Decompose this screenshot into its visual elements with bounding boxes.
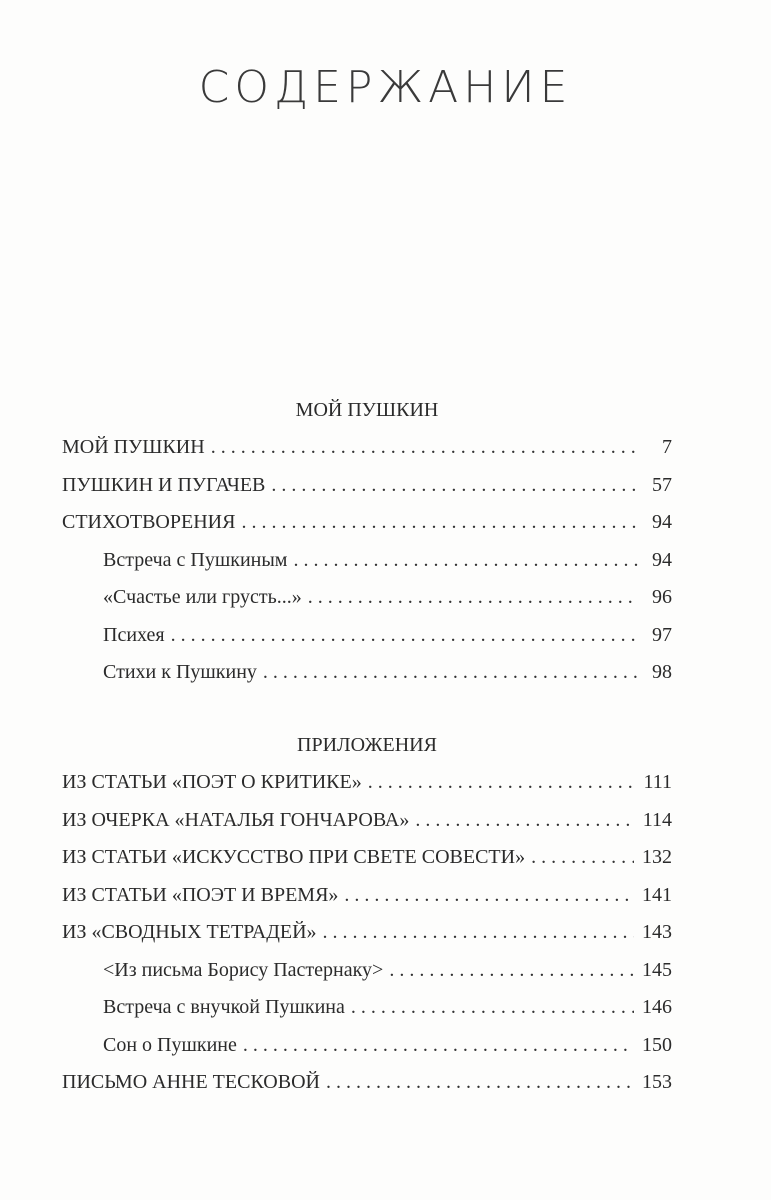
toc-subentry[interactable] (62, 542, 672, 580)
entry-label: «Счастье или грусть...» (103, 586, 302, 608)
entry-label: Стихи к Пушкину (103, 661, 257, 683)
entry-page: 150 (642, 1033, 672, 1056)
entry-page: 111 (643, 771, 672, 793)
toc-subentry[interactable] (62, 952, 672, 990)
entry-label: ПУШКИН И ПУГАЧЕВ (62, 473, 266, 496)
entry-label: Сон о Пушкине (103, 1033, 237, 1056)
toc-entry[interactable] (62, 504, 672, 542)
entry-label: Встреча с Пушкиным (103, 548, 288, 571)
toc-subentry[interactable] (62, 654, 672, 692)
entry-label: ИЗ «СВОДНЫХ ТЕТРАДЕЙ» (62, 921, 317, 943)
toc-subentry[interactable] (62, 1027, 672, 1065)
toc-entry[interactable] (62, 839, 672, 877)
section-heading: МОЙ ПУШКИН (295, 399, 439, 421)
dot-leader (271, 467, 638, 505)
entry-page: 7 (662, 436, 672, 458)
entry-page: 97 (652, 623, 672, 646)
dot-leader (263, 654, 638, 692)
entry-label: <Из письма Борису Пастернаку> (103, 958, 384, 981)
entry-page: 153 (642, 1071, 672, 1093)
dot-leader (293, 542, 638, 580)
dot-leader (308, 579, 638, 617)
toc-subentry[interactable] (62, 617, 672, 655)
toc-entry[interactable] (62, 914, 672, 952)
toc-entry[interactable] (62, 429, 672, 467)
entry-label: ИЗ СТАТЬИ «ПОЭТ О КРИТИКЕ» (62, 771, 362, 793)
toc-subentry[interactable] (62, 989, 672, 1027)
dot-leader (171, 617, 638, 655)
entry-page: 94 (652, 511, 672, 533)
dot-leader (368, 764, 636, 802)
entry-page: 94 (652, 548, 672, 571)
dot-leader (344, 877, 634, 915)
entry-label: МОЙ ПУШКИН (62, 436, 205, 458)
entry-label: ПИСЬМО АННЕ ТЕСКОВОЙ (62, 1071, 320, 1093)
dot-leader (323, 914, 634, 952)
dot-leader (243, 1027, 634, 1065)
dot-leader (326, 1064, 634, 1102)
entry-page: 141 (642, 883, 672, 906)
entry-label: СТИХОТВОРЕНИЯ (62, 511, 236, 533)
entry-label: Встреча с внучкой Пушкина (103, 996, 345, 1018)
dot-leader (415, 802, 634, 840)
entry-page: 145 (642, 958, 672, 981)
toc-entry[interactable] (62, 764, 672, 802)
toc-entry[interactable] (62, 802, 672, 840)
section-heading: ПРИЛОЖЕНИЯ (297, 734, 437, 756)
dot-leader (531, 839, 634, 877)
entry-page: 57 (652, 473, 672, 496)
toc-section-my-pushkin (62, 392, 672, 692)
entry-page: 98 (652, 661, 672, 683)
dot-leader (241, 504, 638, 542)
entry-page: 96 (652, 586, 672, 608)
entry-label: Психея (103, 623, 165, 646)
entry-label: ИЗ ОЧЕРКА «НАТАЛЬЯ ГОНЧАРОВА» (62, 808, 410, 831)
entry-label: ИЗ СТАТЬИ «ПОЭТ И ВРЕМЯ» (62, 883, 339, 906)
entry-page: 143 (642, 921, 672, 943)
entry-page: 146 (642, 996, 672, 1018)
dot-leader (351, 989, 634, 1027)
toc-entry[interactable] (62, 877, 672, 915)
entry-page: 132 (642, 846, 672, 868)
toc-subentry[interactable] (62, 579, 672, 617)
entry-label: ИЗ СТАТЬИ «ИСКУССТВО ПРИ СВЕТЕ СОВЕСТИ» (62, 846, 526, 868)
toc-section-appendices (62, 727, 672, 1102)
toc-entry[interactable] (62, 467, 672, 505)
toc-entry[interactable] (62, 1064, 672, 1102)
dot-leader (211, 429, 638, 467)
page-title: СОДЕРЖАНИЕ (198, 62, 573, 113)
entry-page: 114 (642, 808, 672, 831)
dot-leader (389, 952, 634, 990)
